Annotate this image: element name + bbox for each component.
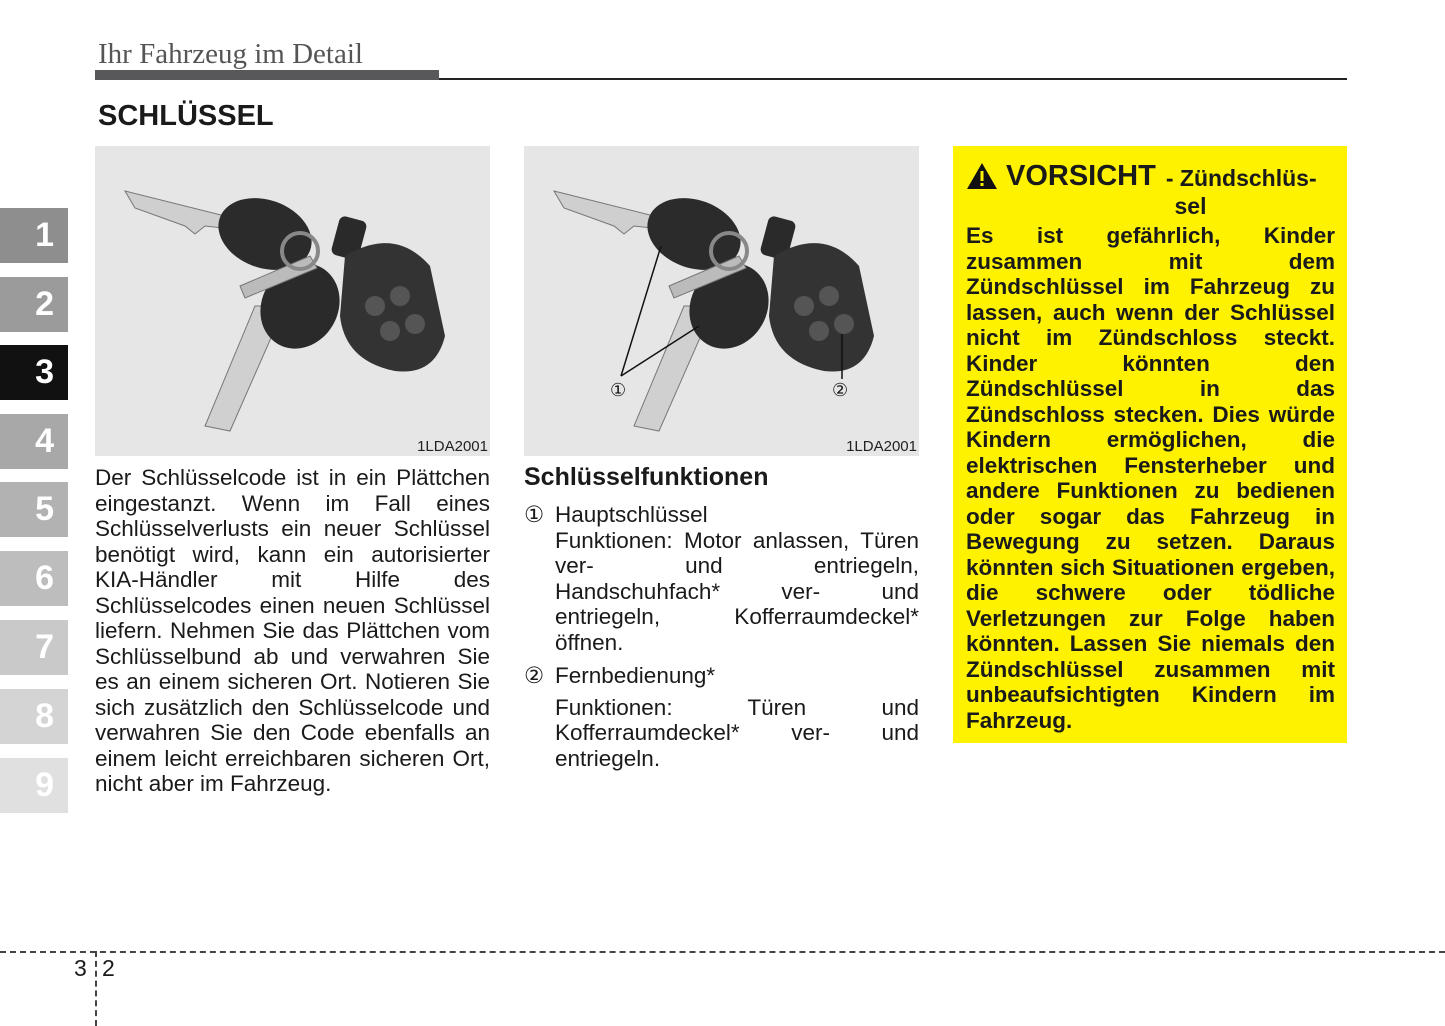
chapter-tab-2[interactable]: 2	[0, 277, 68, 332]
caution-subtitle-cont: sel	[1174, 193, 1207, 219]
function-item-remote	[524, 663, 919, 771]
keys-illustration	[95, 146, 490, 456]
chapter-tab-3[interactable]: 3	[0, 345, 68, 400]
chapter-tab-8[interactable]: 8	[0, 689, 68, 744]
key-functions-section	[524, 462, 919, 779]
figure-code: 1LDA2001	[417, 438, 488, 455]
caution-box	[953, 146, 1347, 743]
keys-illustration-labeled	[524, 146, 919, 456]
key-photo-1	[95, 146, 490, 456]
item-name: Fernbedienung*	[555, 663, 716, 688]
item-description: Funktionen: Türen und Kofferraumdeckel* ver- und entriegeln.	[555, 694, 919, 771]
item-number: ②	[524, 663, 545, 688]
caution-subtitle: - Zündschlüs-	[1165, 165, 1317, 191]
functions-title: Schlüsselfunktionen	[524, 463, 769, 491]
key-code-paragraph: Der Schlüsselcode ist in ein Plättchen eingestanzt. Wenn im Fall eines Schlüsselverlusts ein neuer Schlüssel benötigt wird, kann ein autorisierter KIA-Händler mit Hilfe des Schlüsselcodes einen neuen Schlüssel liefern. Nehmen Sie das Plättchen vom Schlüsselbund ab und verwahren Sie es an einem sicheren Ort. Notieren Sie sich zusätzlich den Schlüsselcode und verwahren Sie den Code ebenfalls an einem leicht erreichbaren sicheren Ort, nicht aber im Fahrzeug.	[95, 465, 490, 796]
caution-text: Es ist gefährlich, Kinder zusammen mit dem Zündschlüssel im Fahrzeug zu lassen, auch wenn der Schlüssel nicht im Zündschloss steckt. Kinder könnten den Zündschlüssel in das Zündschloss stecken. Dies würde Kindern ermöglichen, die elektrischen Fensterheber und andere Funktionen zu bedienen oder sogar das Fahrzeug in Bewegung zu setzen. Daraus könnten sich Situationen ergeben, die schwere oder tödliche Verletzungen zur Folge haben könnten. Lassen Sie niemals den Zündschlüssel zusammen mit unbeaufsichtigten Kindern im Fahrzeug.	[966, 223, 1335, 733]
footer-divider	[95, 951, 97, 1026]
header-rule	[439, 78, 1347, 80]
chapter-tab-9[interactable]: 9	[0, 758, 68, 813]
footer-rule	[0, 951, 1445, 953]
chapter-header: Ihr Fahrzeug im Detail	[98, 38, 363, 70]
caution-label: VORSICHT	[1006, 160, 1156, 192]
function-item-main-key	[524, 502, 919, 655]
callout-2: ②	[832, 380, 849, 400]
header-bar	[95, 70, 439, 80]
chapter-tab-6[interactable]: 6	[0, 551, 68, 606]
figure-code: 1LDA2001	[846, 438, 917, 455]
chapter-number: 3	[74, 955, 87, 981]
item-description: Funktionen: Motor anlassen, Türen ver- und entriegeln, Handschuhfach* ver- und entriegeln, Kofferraumdeckel* öffnen.	[555, 527, 919, 655]
chapter-tab-1[interactable]: 1	[0, 208, 68, 263]
section-title: SCHLÜSSEL	[98, 100, 274, 132]
chapter-tab-4[interactable]: 4	[0, 414, 68, 469]
item-number: ①	[524, 502, 545, 527]
item-name: Hauptschlüssel	[555, 502, 708, 527]
callout-1: ①	[610, 380, 627, 400]
page-number: 2	[102, 955, 115, 981]
chapter-tab-5[interactable]: 5	[0, 482, 68, 537]
key-photo-2	[524, 146, 919, 456]
chapter-tab-7[interactable]: 7	[0, 620, 68, 675]
callout-line-1a	[621, 246, 661, 376]
warning-triangle-icon	[966, 162, 998, 190]
